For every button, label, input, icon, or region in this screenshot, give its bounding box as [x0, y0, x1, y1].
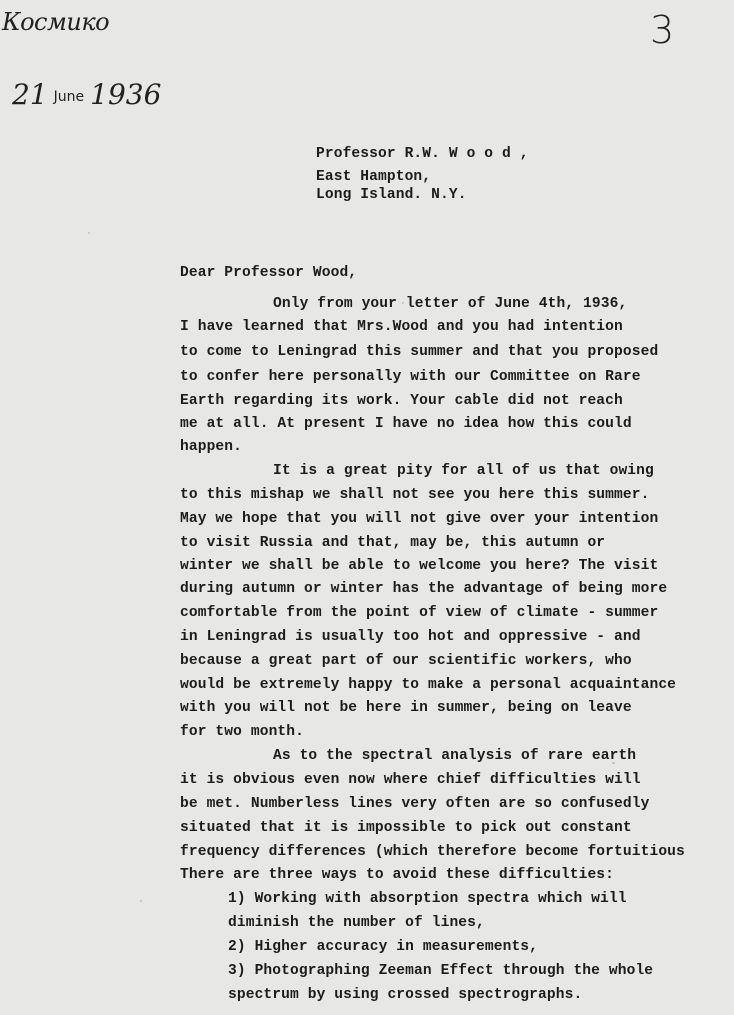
- body-line: 3) Photographing Zeeman Effect through the whole: [228, 963, 654, 979]
- handwritten-date: [12, 78, 161, 111]
- handwritten-name: Космико: [2, 8, 110, 36]
- handwritten-page-number: 3: [650, 8, 675, 52]
- paper-speck: [88, 232, 90, 234]
- date-day: 21: [12, 78, 48, 111]
- body-line: during autumn or winter has the advantage of being more: [180, 581, 668, 597]
- body-line: There are three ways to avoid these difficulties:: [180, 867, 615, 883]
- body-line: for two month.: [180, 724, 305, 740]
- body-line: winter we shall be able to welcome you here? The visit: [180, 558, 659, 574]
- body-line: with you will not be here in summer, being on leave: [180, 700, 632, 716]
- body-line: 2) Higher accuracy in measurements,: [228, 939, 539, 955]
- body-line: to confer here personally with our Committee on Rare: [180, 369, 641, 385]
- body-line: 1) Working with absorption spectra which will: [228, 891, 627, 907]
- body-line: Earth regarding its work. Your cable did not reach: [180, 393, 623, 409]
- body-line: May we hope that you will not give over your intention: [180, 511, 659, 527]
- address-line-town: East Hampton,: [316, 169, 432, 185]
- body-line: it is obvious even now where chief difficulties will: [180, 772, 641, 788]
- body-line: to come to Leningrad this summer and that you proposed: [180, 344, 659, 360]
- body-line: me at all. At present I have no idea how this could: [180, 416, 632, 432]
- body-line: It is a great pity for all of us that owing: [273, 463, 654, 479]
- address-line-name: Professor R.W. W o o d ,: [316, 146, 529, 162]
- salutation: Dear Professor Wood,: [180, 265, 358, 281]
- body-line: to visit Russia and that, may be, this autumn or: [180, 535, 606, 551]
- body-line: spectrum by using crossed spectrographs.: [228, 987, 583, 1003]
- body-line: diminish the number of lines,: [228, 915, 485, 931]
- body-line: As to the spectral analysis of rare earth: [273, 748, 637, 764]
- address-line-region: Long Island. N.Y.: [316, 187, 467, 203]
- body-line: frequency differences (which therefore become fortuitious: [180, 844, 685, 860]
- body-line: would be extremely happy to make a personal acquaintance: [180, 677, 677, 693]
- body-line: happen.: [180, 439, 243, 455]
- body-line: Only from your letter of June 4th, 1936,: [273, 296, 628, 312]
- body-line: comfortable from the point of view of climate - summer: [180, 605, 659, 621]
- body-line: be met. Numberless lines very often are so confusedly: [180, 796, 650, 812]
- paper-speck: [140, 900, 142, 902]
- body-line: I have learned that Mrs.Wood and you had intention: [180, 319, 623, 335]
- body-line: to this mishap we shall not see you here this summer.: [180, 487, 650, 503]
- date-year: 1936: [90, 78, 162, 111]
- body-line: because a great part of our scientific workers, who: [180, 653, 632, 669]
- date-month: June: [53, 89, 85, 105]
- body-line: in Leningrad is usually too hot and oppressive - and: [180, 629, 641, 645]
- body-line: situated that it is impossible to pick out constant: [180, 820, 632, 836]
